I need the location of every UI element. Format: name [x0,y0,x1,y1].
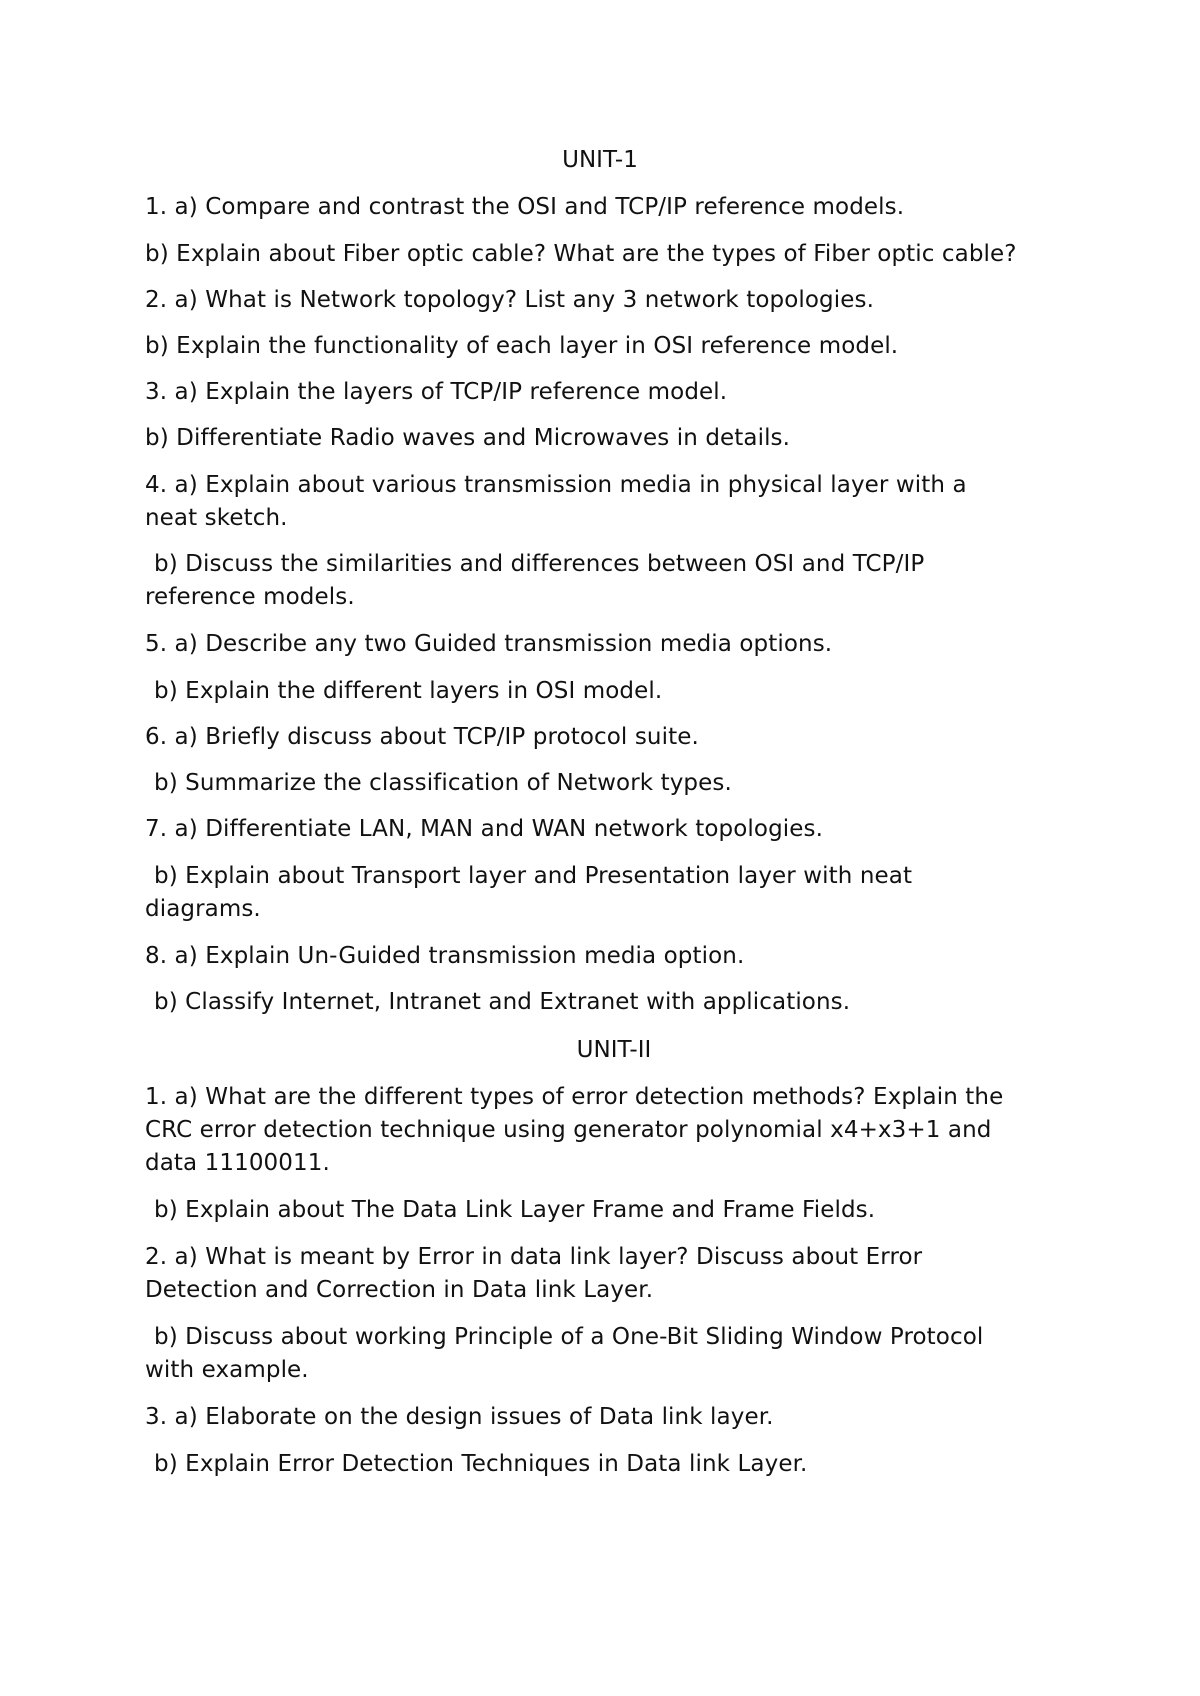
question-8b: b) Classify Internet, Intranet and Extranet with applications. [154,989,851,1015]
unit-1-heading: UNIT-1 [562,147,638,173]
question-4a-line-2: neat sketch. [145,505,288,531]
question-4b-line-1: b) Discuss the similarities and differences between OSI and TCP/IP [154,551,925,577]
question-5a: 5. a) Describe any two Guided transmission media options. [145,631,833,657]
unit2-question-1b: b) Explain about The Data Link Layer Frame and Frame Fields. [154,1197,876,1223]
unit2-question-2b-line-1: b) Discuss about working Principle of a One-Bit Sliding Window Protocol [154,1324,984,1350]
question-8a: 8. a) Explain Un-Guided transmission media option. [145,943,745,969]
question-2b: b) Explain the functionality of each layer in OSI reference model. [145,333,899,359]
unit2-question-2b-line-2: with example. [145,1357,309,1383]
unit2-question-3a: 3. a) Elaborate on the design issues of Data link layer. [145,1404,774,1430]
question-5b: b) Explain the different layers in OSI model. [154,678,663,704]
question-4b-line-2: reference models. [145,584,355,610]
question-7a: 7. a) Differentiate LAN, MAN and WAN network topologies. [145,816,824,842]
unit2-question-1a-line-1: 1. a) What are the different types of error detection methods? Explain the [145,1084,1004,1110]
question-6a: 6. a) Briefly discuss about TCP/IP protocol suite. [145,724,699,750]
unit2-question-3b: b) Explain Error Detection Techniques in Data link Layer. [154,1451,808,1477]
question-2a: 2. a) What is Network topology? List any 3 network topologies. [145,287,874,313]
question-7b-line-2: diagrams. [145,896,261,922]
question-7b-line-1: b) Explain about Transport layer and Presentation layer with neat [154,863,913,889]
question-4a-line-1: 4. a) Explain about various transmission media in physical layer with a [145,472,967,498]
question-1a: 1. a) Compare and contrast the OSI and TCP/IP reference models. [145,194,905,220]
question-3a: 3. a) Explain the layers of TCP/IP reference model. [145,379,728,405]
question-3b: b) Differentiate Radio waves and Microwaves in details. [145,425,791,451]
unit-2-heading: UNIT-II [576,1037,652,1063]
unit2-question-2a-line-1: 2. a) What is meant by Error in data link layer? Discuss about Error [145,1244,923,1270]
question-6b: b) Summarize the classification of Network types. [154,770,732,796]
unit2-question-1a-line-3: data 11100011. [145,1150,330,1176]
question-1b: b) Explain about Fiber optic cable? What are the types of Fiber optic cable? [145,241,1017,267]
unit2-question-2a-line-2: Detection and Correction in Data link Layer. [145,1277,654,1303]
unit2-question-1a-line-2: CRC error detection technique using generator polynomial x4+x3+1 and [145,1117,992,1143]
